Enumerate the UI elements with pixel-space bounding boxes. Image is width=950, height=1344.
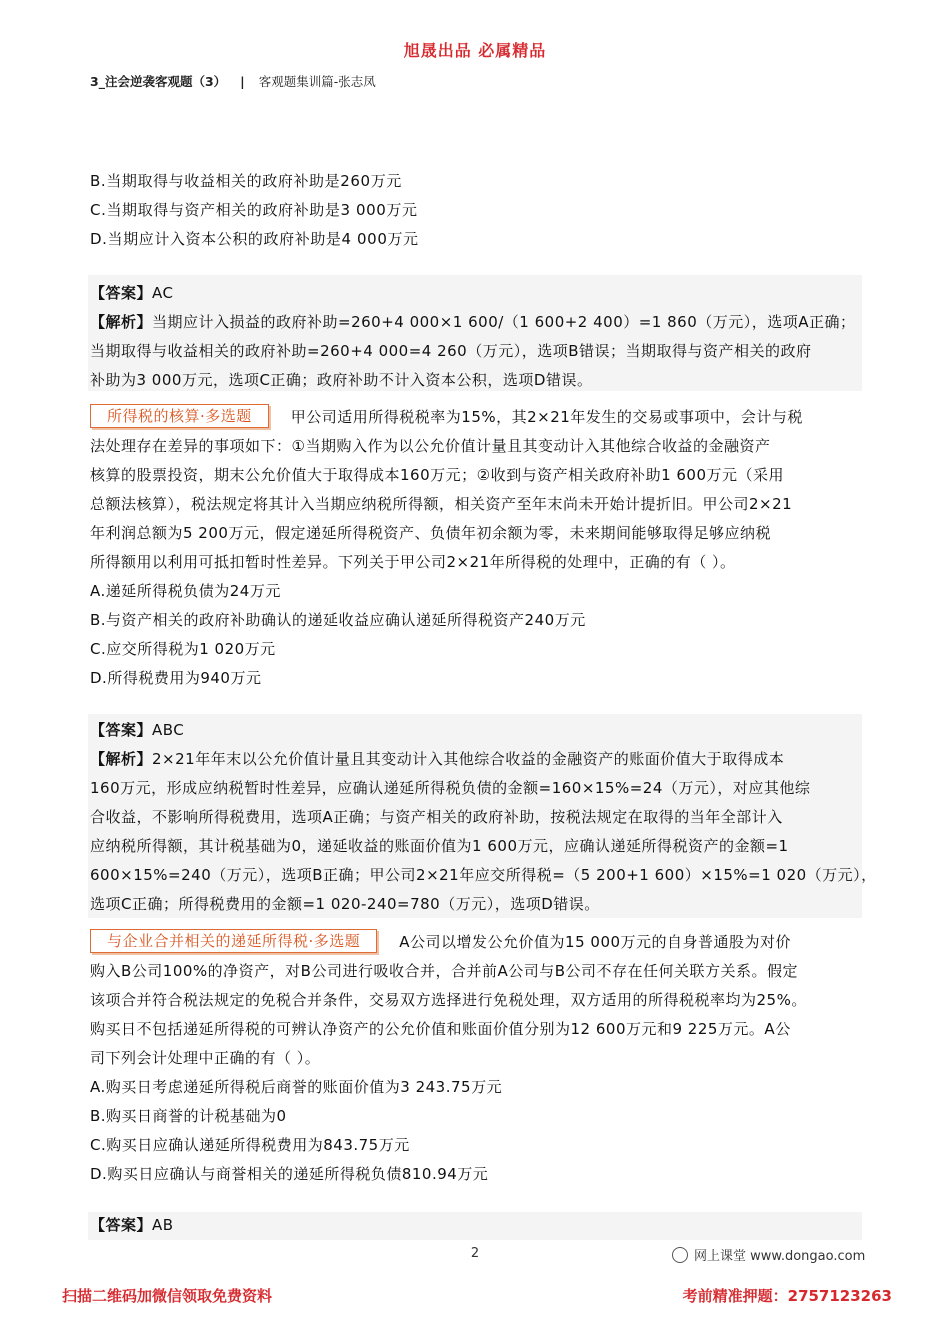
promo-left: 扫描二维码加微信领取免费资料 [62,1287,273,1305]
page-number: 2 [470,1246,480,1261]
header-separator: | [240,74,245,89]
analysis-line: 当期取得与收益相关的政府补助=260+4 000=4 260（万元），选项B错误；当期取得与资产相关的政府 [90,342,812,360]
question-line: 甲公司适用所得税税率为15%，其2×21年发生的交易或事项中，会计与税 [290,408,803,426]
answer-value: AC [152,284,174,302]
analysis-line: 160万元，形成应纳税暂时性差异，应确认递延所得税负债的金额=160×15%=24（万元），对应其他综 [90,779,811,797]
option-c: C.应交所得税为1 020万元 [90,640,276,658]
logo-icon [672,1247,688,1263]
option-d: D.购买日应确认与商誉相关的递延所得税负债810.94万元 [90,1165,489,1183]
question-3 [90,928,862,1189]
question-line: 购买日不包括递延所得税的可辨认净资产的公允价值和账面价值分别为12 600万元和9 225万元。A公 [90,1020,791,1038]
document-title: 3_注会逆袭客观题（3） [90,74,227,89]
answer-label: 【答案】 [90,1216,153,1234]
analysis-label: 【解析】 [90,313,153,331]
q1-option-c: C.当期取得与资产相关的政府补助是3 000万元 [90,201,418,219]
question-line: 年利润总额为5 200万元，假定递延所得税资产、负债年初余额为零，未来期间能够取得足够应纳税 [90,524,771,542]
analysis-line: 应纳税所得额，其计税基础为0，递延收益的账面价值为1 600万元，应确认递延所得税资产的金额=1 [90,837,789,855]
option-a: A.递延所得税负债为24万元 [90,582,281,600]
option-c: C.购买日应确认递延所得税费用为843.75万元 [90,1136,410,1154]
publisher-text: 网上课堂 www.dongao.com [694,1249,866,1264]
question-line: 司下列会计处理中正确的有（ ）。 [90,1049,321,1067]
question-line: 该项合并符合税法规定的免税合并条件，交易双方选择进行免税处理，双方适用的所得税税率均为25%。 [90,991,807,1009]
publisher-logo [672,1245,865,1264]
document-subtitle: 客观题集训篇-张志凤 [258,74,376,89]
answer-1 [90,279,862,395]
answer-3 [90,1211,862,1240]
analysis-line: 补助为3 000万元，选项C正确；政府补助不计入资本公积，选项D错误。 [90,371,593,389]
analysis-line: 2×21年年末以公允价值计量且其变动计入其他综合收益的金融资产的账面价值大于取得成本 [152,750,785,768]
question-type-tag: 与企业合并相关的递延所得税·多选题 [90,929,377,953]
question-line: 法处理存在差异的事项如下：①当期购入作为以公允价值计量且其变动计入其他综合收益的金融资产 [90,437,771,455]
answer-2 [90,716,877,919]
answer-value: ABC [152,721,185,739]
question-line: 所得额用以利用可抵扣暂时性差异。下列关于甲公司2×21年所得税的处理中，正确的有（ ）。 [90,553,736,571]
question-line: 总额法核算），税法规定将其计入当期应纳税所得额，相关资产至年末尚未开始计提折旧。甲公司2×21 [90,495,793,513]
question-2 [90,403,862,693]
q1-option-b: B.当期取得与收益相关的政府补助是260万元 [90,172,402,190]
answer-label: 【答案】 [90,721,153,739]
option-d: D.所得税费用为940万元 [90,669,262,687]
q1-option-d: D.当期应计入资本公积的政府补助是4 000万元 [90,230,419,248]
answer-value: AB [152,1216,174,1234]
document-header [90,72,376,90]
analysis-line: 选项C正确；所得税费用的金额=1 020-240=780（万元），选项D错误。 [90,895,600,913]
answer-label: 【答案】 [90,284,153,302]
option-b: B.与资产相关的政府补助确认的递延收益应确认递延所得税资产240万元 [90,611,586,629]
analysis-label: 【解析】 [90,750,153,768]
brand-banner: 旭晟出品 必属精品 [403,41,547,60]
option-b: B.购买日商誉的计税基础为0 [90,1107,287,1125]
question-line: A公司以增发公允价值为15 000万元的自身普通股为对价 [399,933,792,951]
question-line: 核算的股票投资，期末公允价值大于取得成本160万元；②收到与资产相关政府补助1 600万元（采用 [90,466,785,484]
question-line: 购入B公司100%的净资产，对B公司进行吸收合并，合并前A公司与B公司不存在任何关联方关系。假定 [90,962,799,980]
analysis-line: 600×15%=240（万元），选项B正确；甲公司2×21年应交所得税=（5 200+1 600）×15%=1 020（万元）， [90,866,877,884]
option-a: A.购买日考虑递延所得税后商誉的账面价值为3 243.75万元 [90,1078,503,1096]
analysis-line: 合收益，不影响所得税费用，选项A正确；与资产相关的政府补助，按税法规定在取得的当年全部计入 [90,808,783,826]
analysis-line: 当期应计入损益的政府补助=260+4 000×1 600/（1 600+2 400）=1 860（万元），选项A正确； [152,313,856,331]
question-type-tag: 所得税的核算·多选题 [90,404,269,428]
promo-right: 考前精准押题：2757123263 [682,1287,892,1305]
